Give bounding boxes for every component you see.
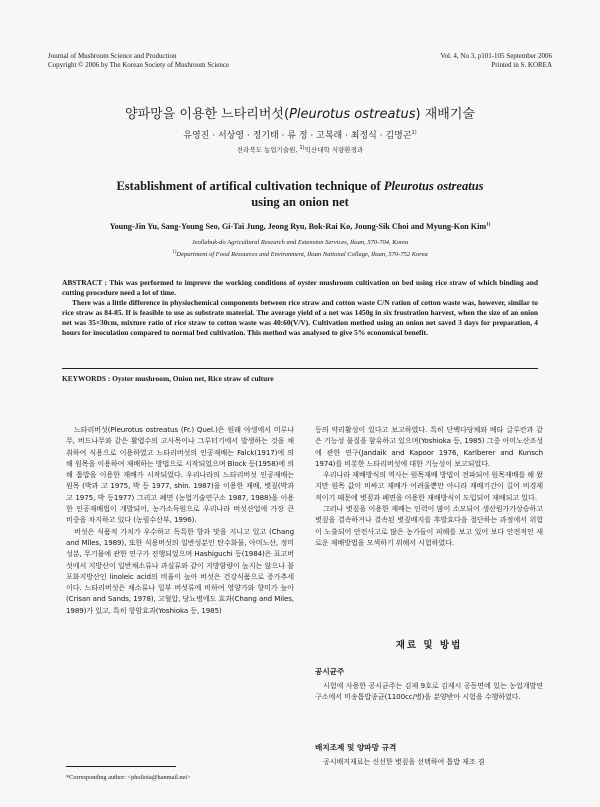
printed-line: Printed in S. KOREA xyxy=(491,61,552,69)
body-paragraph: 버섯은 식품적 가치가 우수하고 독특한 향과 맛을 지니고 있고 (Chang and Mlles, 1989), 또한 식용버섯의 일반성분인 탄수화물, 아미노산, 정미성분, 무기물에 관한 연구가 진행되었으며 Hashiguchi 등(1984)은 표고버섯에서 지방산이 일반채소류나 과실류와 같이 지방함량이 높지는 않으나 불포화지방산인 linoleic acid의 비율이 높아 버섯은 건강식품으로 증가추세이다. 느타리버섯은 채소류나 일부 버섯류에 비하여 영양가와 향미가 높아 (Crisan and Sands, 1978), 고혈압, 당뇨병에도 효과(Chang and Miles, 1989)가 있고, 특히 항암효과(Yoshioka 등, 1985) xyxy=(66,526,294,615)
subsection-text-strain: 시험에 사용한 공시균주는 김제 9호로 김제시 공동면에 있는 농업개발연구소에서 미송톱밥종균(1100cc/병)을 분양받아 시험을 수행하였다. xyxy=(315,681,543,702)
section-heading-materials: 재료 및 방법 xyxy=(395,640,463,651)
corresponding-author-footnote: *Corresponding author: <pholiota@hanmail.net> xyxy=(66,774,191,781)
keywords: KEYWORDS : Oyster mushroom, Onion net, Rice straw of culture xyxy=(62,374,274,383)
subsection-heading-medium: 배지조제 및 양파망 규격 xyxy=(315,743,397,752)
footnote-divider xyxy=(66,766,176,767)
subsection-text-medium: 공시배지재료는 신선한 볏짚을 선택하여 톱밥 제조 겸 xyxy=(323,757,485,766)
abstract-divider xyxy=(62,368,538,369)
korean-title: 양파망을 이용한 느타리버섯(Pleurotus ostreatus) 재배기술 xyxy=(125,107,475,122)
subsection-heading-strain: 공시균주 xyxy=(315,667,345,676)
korean-affiliation: 전라북도 농업기술원, $^{1)}$익산대학 식량환경과 xyxy=(236,145,364,155)
english-title: Establishment of artifical cultivation technique of Pleurotus ostreatus using an onion net xyxy=(116,179,484,209)
body-right-column xyxy=(315,424,543,548)
english-authors: Young-Jin Yu, Sang-Young Seo, Gi-Tai Jung, Jeong Ryu, Bok-Rai Ko, Joung-Sik Choi and Myung-Kon Kim$^{1)}$ xyxy=(109,222,491,231)
abstract: ABSTRACT : This was performed to improve the working conditions of oyster mushroom cultivation on bed using rice straw of which binding and cutting procedure need a lot of time. There was a little difference in physiochemical components between rice straw and cotton waste C/N ration of cotton waste was, however, similar to rice straw as 84-85. If is feasible to use as substrate material. The average yield of a net was 1450g in six frustration harvest, when the size of an onion net was 35×30cm, mixture ratio of rice straw to cotton waste was 40:60(V/V). Cultivation method using an onion net saved 3 days for preparation, 4 hours for inoculation compared to normal bed cultivation. This method was analysed to give 5% economical benefit. xyxy=(62,278,538,337)
korean-authors: 유영진 · 서상영 · 정기태 · 류 정 · 고복래 · 최정식 · 김명곤$^{1)}$ xyxy=(183,130,417,141)
body-left-column xyxy=(66,424,294,616)
volume-line: Vol. 4, No 3, p101-105 September 2006 xyxy=(440,52,552,60)
body-paragraph: 우리나라 재배방식의 역사는 원목재배 방법이 전파되어 원목재배를 해 왔지만 원목 값이 비싸고 재배가 어려울뿐만 아니라 재배기간이 길어 비경제적이기 때문에 볏짚과 폐면을 이용한 재배방식이 도입되어 재배되고 있다. xyxy=(315,470,543,502)
body-paragraph: 느타리버섯(Pleurotus ostreatus (Fr.) Quel.)은 원래 야생에서 미루나무, 버드나무와 같은 활엽수의 고사목이나 그루터기에서 발생하는 것을 채취하여 식용으로 이용하였고 느타리버섯의 인공재배는 Falck(1917)에 의해 원목을 이용하여 재배하는 방법으로 시작되었으며 Block 등(1958)에 의해 톱밥을 이용한 재배가 시작되었다. 우리나라의 느타리버섯 인공재배는 원목 (박과 고 1975, 박 등 1977, shin. 1987)을 이용한 재배, 볏짚(박과 고 1975, 박 등1977) 그리고 폐면 (농업기술연구소 1987, 1988)을 이용한 인공재배법이 개발되어, 농가소득원으로 우리나라 버섯산업에 가장 큰 비중을 차지하고 있다 (농림수산부, 1996). xyxy=(66,425,294,525)
running-header-left xyxy=(48,52,229,70)
english-affiliations: Jeollabuk-do Agricultural Research and Extension Services, Iksan, 570-704, Korea $^{1)}$Department of Food Resources and Environment, Iksan National Collage, Iksan, 570-752 Korea xyxy=(172,239,428,259)
body-paragraph: 그러나 볏짚을 이용한 재배는 인력이 많이 소모되어 생산원가가상승하고 볏짚을 결속하거나 결속된 볏짚배지를 후발효다음 절단하는 과정에서 위험이 노출되어 안전사고로 많은 농가들이 피해를 보고 있어 보다 안전적인 새로운 재배방법을 모색하기 위해서 시험하였다. xyxy=(315,504,543,547)
abstract-label: ABSTRACT : xyxy=(62,278,107,287)
copyright-line: Copyright © 2006 by The Korean Society of Mushroom Science xyxy=(48,61,230,69)
running-header-right xyxy=(440,52,552,70)
body-paragraph: 등의 약리활성이 있다고 보고하였다. 특히 단백다당체와 베타 글루칸과 같은 기능성 물질을 함유하고 있으며(Yoshioka 등, 1985) 그중 아미노산조성에 관한 연구(Jandaik and Kapoor 1976, Karlberer and Kunsch 1974)를 비롯한 느타리버섯에 대한 기능성이 보고되었다. xyxy=(315,425,543,468)
journal-name: Journal of Mushroom Science and Production xyxy=(48,52,177,60)
